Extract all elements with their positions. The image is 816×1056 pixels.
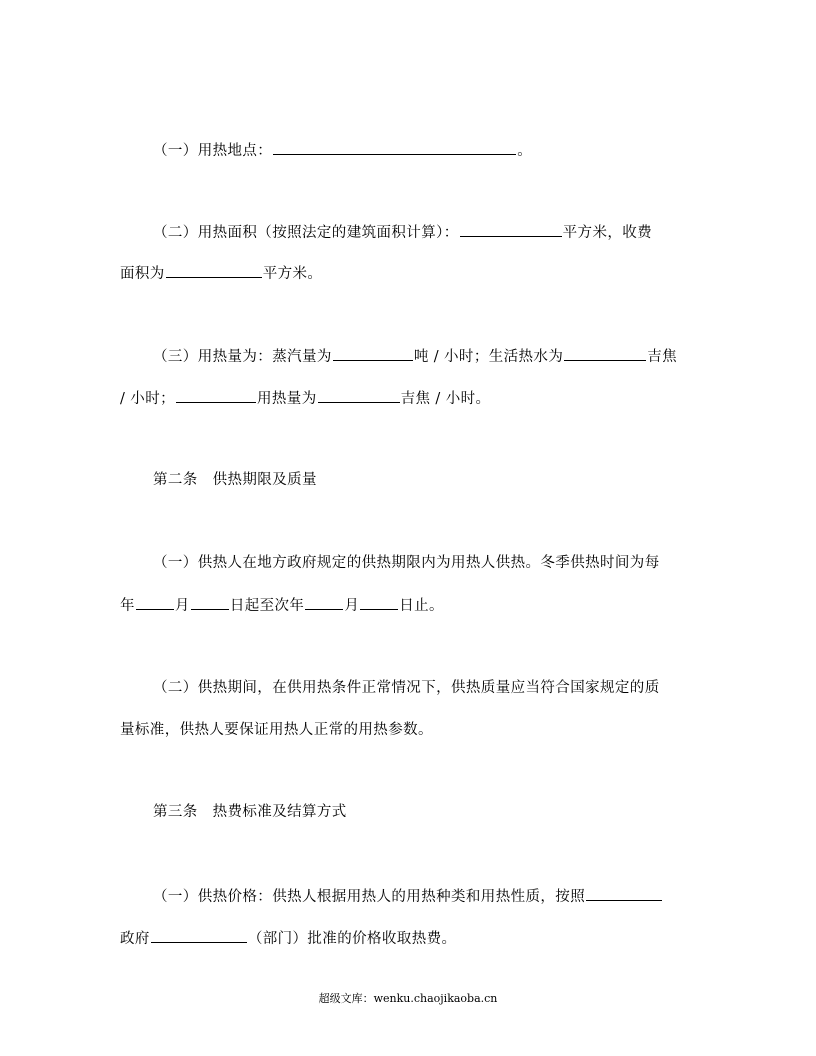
unit-sqm-charge: 平方米，收费 xyxy=(562,225,653,241)
paragraph-heat-price-line2 xyxy=(120,928,700,949)
footer-watermark: 超级文库：wenku.chaojikaoba.cn xyxy=(318,992,498,1005)
paragraph-heat-amount-line2 xyxy=(120,388,700,409)
article-3-heading: 第三条 热费标准及结算方式 xyxy=(153,804,347,820)
blank-heat-location[interactable] xyxy=(273,140,516,155)
blank-heat-type[interactable] xyxy=(176,388,256,403)
blank-steam[interactable] xyxy=(333,346,413,361)
unit-gj-per-hour: 吉焦 / 小时。 xyxy=(400,391,491,407)
unit-gj: 吉焦 xyxy=(647,349,678,365)
paragraph-heating-period-line2 xyxy=(120,595,700,616)
paragraph-heat-location xyxy=(120,140,733,161)
unit-sqm: 平方米。 xyxy=(262,266,323,282)
paragraph-heat-area-line1 xyxy=(120,222,733,243)
label-month-2: 月 xyxy=(344,598,360,614)
blank-end-month[interactable] xyxy=(305,595,343,610)
label-approved-price: （部门）批准的价格收取热费。 xyxy=(247,931,457,947)
label-heat-price: （一）供热价格：供热人根据用热人的用热种类和用热性质，按照 xyxy=(153,889,586,905)
blank-heat-amount[interactable] xyxy=(318,388,400,403)
paragraph-heat-quality-line2: 量标准，供热人要保证用热人正常的用热参数。 xyxy=(120,722,433,738)
blank-end-day[interactable] xyxy=(360,595,398,610)
label-day-until-next-year: 日起至次年 xyxy=(229,598,305,614)
paragraph-heat-area-line2 xyxy=(120,263,700,284)
label-heat-location: （一）用热地点： xyxy=(153,143,273,159)
label-day-end: 日止。 xyxy=(399,598,444,614)
paragraph-heat-quality-line1: （二）供热期间，在供用热条件正常情况下，供热质量应当符合国家规定的质 xyxy=(153,680,660,696)
article-2-heading: 第二条 供热期限及质量 xyxy=(153,472,317,488)
paragraph-heat-amount-line1 xyxy=(120,346,733,367)
paragraph-heating-period-line1: （一）供热人在地方政府规定的供热期限内为用热人供热。冬季供热时间为每 xyxy=(153,555,660,571)
paragraph-heat-price-line1 xyxy=(120,886,733,907)
unit-per-hour: / 小时； xyxy=(120,391,175,407)
blank-start-day[interactable] xyxy=(191,595,229,610)
label-heat-area: （二）用热面积（按照法定的建筑面积计算）： xyxy=(153,225,459,241)
label-heat-amount: 用热量为 xyxy=(257,391,317,407)
label-month: 月 xyxy=(174,598,190,614)
label-government: 政府 xyxy=(120,931,150,947)
blank-price-authority[interactable] xyxy=(586,886,662,901)
label-charge-area: 面积为 xyxy=(120,266,165,282)
label-year: 年 xyxy=(120,598,135,614)
blank-heat-area[interactable] xyxy=(460,222,562,237)
period: 。 xyxy=(517,143,533,159)
blank-hot-water[interactable] xyxy=(564,346,646,361)
label-steam: （三）用热量为：蒸汽量为 xyxy=(153,349,332,365)
blank-charge-area[interactable] xyxy=(166,263,262,278)
blank-government-department[interactable] xyxy=(151,928,247,943)
blank-start-month[interactable] xyxy=(136,595,174,610)
label-hot-water: 吨 / 小时；生活热水为 xyxy=(413,349,564,365)
